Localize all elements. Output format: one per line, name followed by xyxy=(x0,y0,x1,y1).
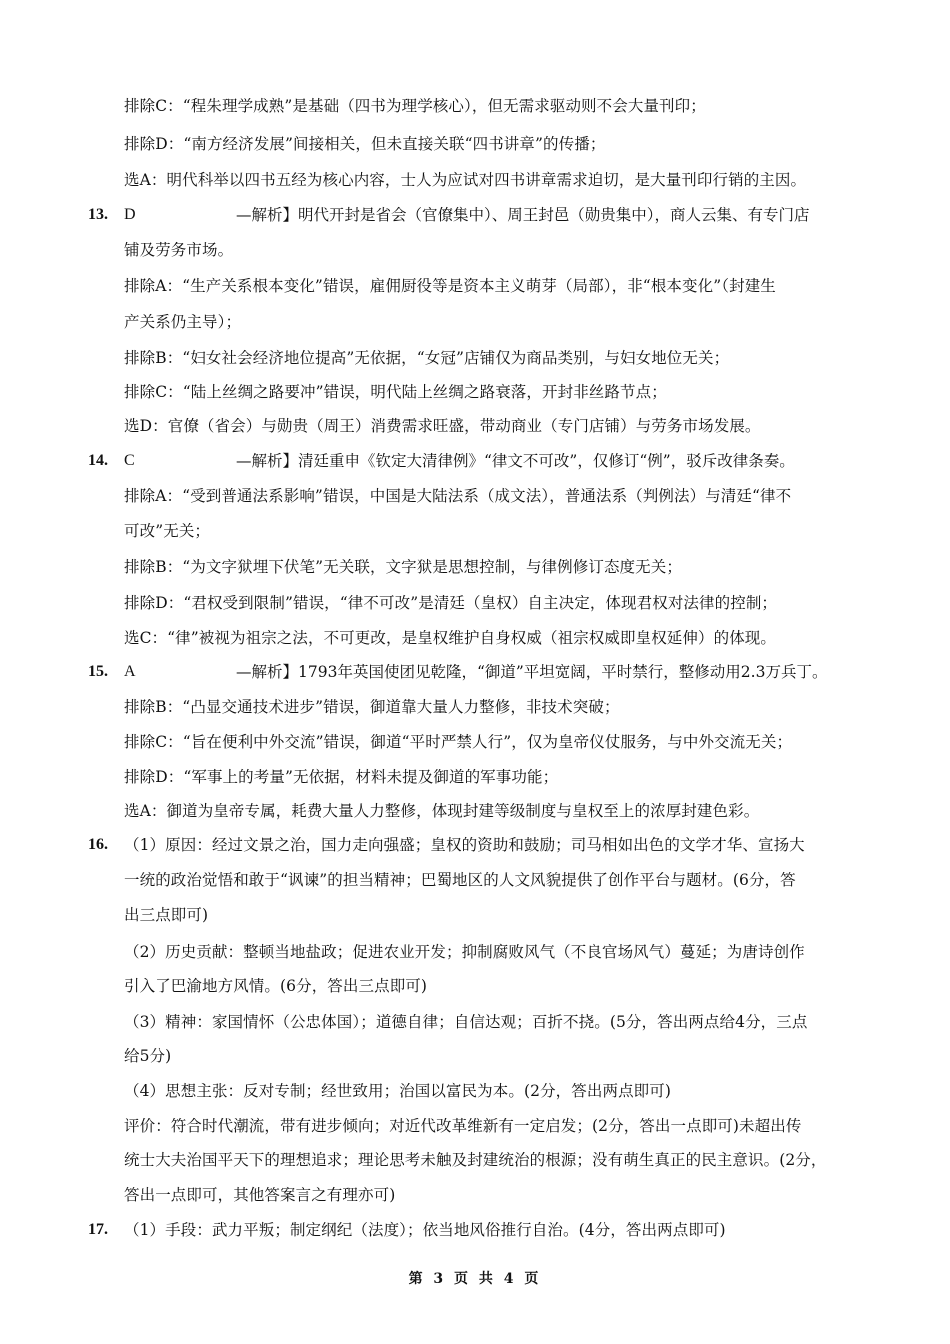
q15-select-a: 选A：御道为皇帝专属，耗费大量人力整修，体现封建等级制度与皇权至上的浓厚封建色彩。 xyxy=(124,802,760,820)
q14-select-c: 选C：“律”被视为祖宗之法，不可更改，是皇权维护自身权威（祖宗权威即皇权延伸）的体现。 xyxy=(124,629,777,647)
q16-evaluation-line2: 统士大夫治国平天下的理想追求；理论思考未触及封建统治的根源；没有萌生真正的民主意识。(2分， xyxy=(124,1151,827,1169)
q14-exclude-d: 排除D：“君权受到限制”错误，“律不可改”是清廷（皇权）自主决定，体现君权对法律的控制； xyxy=(124,594,778,612)
q16-part2-line2: 引入了巴渝地方风情。(6分，答出三点即可) xyxy=(124,977,428,995)
intro-exclude-d: 排除D：“南方经济发展”间接相关，但未直接关联“四书讲章”的传播； xyxy=(124,135,606,153)
q16-part3-line1: （3）精神：家国情怀（公忠体国）；道德自律；自信达观；百折不挠。(5分，答出两点给4分，三点 xyxy=(124,1013,808,1031)
q16-part1-line2: 一统的政治觉悟和敢于“讽谏”的担当精神；巴蜀地区的人文风貌提供了创作平台与题材。(6分，答 xyxy=(124,871,796,889)
q15-exclude-c: 排除C：“旨在便利中外交流”错误，御道“平时严禁人行”，仅为皇帝仪仗服务，与中外交流无关； xyxy=(124,733,793,751)
q14-exclude-b: 排除B：“为文字狱埋下伏笔”无关联，文字狱是思想控制，与律例修订态度无关； xyxy=(124,558,682,576)
question-number-17: 17. xyxy=(88,1221,108,1238)
question-number-13: 13. xyxy=(88,206,108,223)
q16-part1-line3: 出三点即可) xyxy=(124,906,209,924)
q16-part3-line2: 给5分) xyxy=(124,1047,172,1065)
q13-exclude-b: 排除B：“妇女社会经济地位提高”无依据，“女冠”店铺仅为商品类别，与妇女地位无关； xyxy=(124,349,730,367)
q16-evaluation-line3: 答出一点即可，其他答案言之有理亦可) xyxy=(124,1186,396,1204)
q13-select-d: 选D：官僚（省会）与勋贵（周王）消费需求旺盛，带动商业（专门店铺）与劳务市场发展。 xyxy=(124,417,761,435)
answer-letter-15: A xyxy=(124,663,136,680)
q13-exclude-c: 排除C：“陆上丝绸之路要冲”错误，明代陆上丝绸之路衰落，开封非丝路节点； xyxy=(124,383,667,401)
answer-letter-14: C xyxy=(124,452,135,469)
q15-exclude-b: 排除B：“凸显交通技术进步”错误，御道靠大量人力整修，非技术突破； xyxy=(124,698,620,716)
q16-part4-line1: （4）思想主张：反对专制；经世致用；治国以富民为本。(2分，答出两点即可) xyxy=(124,1082,672,1100)
page-footer: 第 3 页 共 4 页 xyxy=(408,1271,542,1287)
intro-select-a: 选A：明代科举以四书五经为核心内容，士人为应试对四书讲章需求迫切，是大量刊印行销的主因。 xyxy=(124,171,807,189)
q13-exclude-a-cont: 产关系仍主导）； xyxy=(124,313,242,331)
q16-evaluation-line1: 评价：符合时代潮流，带有进步倾向；对近代改革维新有一定启发；(2分，答出一点即可)未超出传 xyxy=(124,1117,802,1135)
question-number-15: 15. xyxy=(88,663,108,680)
answer-letter-13: D xyxy=(124,206,136,223)
q14-exclude-a: 排除A：“受到普通法系影响”错误，中国是大陆法系（成文法），普通法系（判例法）与清廷“律不 xyxy=(124,487,792,505)
q14-exclude-a-cont: 可改”无关； xyxy=(124,522,211,540)
analysis-14: —解析】清廷重申《钦定大清律例》“律文不可改”，仅修订“例”，驳斥改律条奏。 xyxy=(236,452,795,470)
analysis-13-cont: 铺及劳务市场。 xyxy=(124,241,234,259)
question-number-14: 14. xyxy=(88,452,108,469)
q17-part1-line1: （1）手段：武力平叛；制定纲纪（法度）；依当地风俗推行自治。(4分，答出两点即可) xyxy=(124,1221,726,1239)
q16-part2-line1: （2）历史贡献：整顿当地盐政；促进农业开发；抑制腐败风气（不良官场风气）蔓延；为唐诗创作 xyxy=(124,943,805,961)
q15-exclude-d: 排除D：“军事上的考量”无依据，材料未提及御道的军事功能； xyxy=(124,768,559,786)
analysis-15: —解析】1793年英国使团见乾隆，“御道”平坦宽阔，平时禁行，整修动用2.3万兵丁。 xyxy=(236,663,828,681)
q13-exclude-a: 排除A：“生产关系根本变化”错误，雇佣厨役等是资本主义萌芽（局部），非“根本变化”（封建生 xyxy=(124,277,776,295)
analysis-13: —解析】明代开封是省会（官僚集中）、周王封邑（勋贵集中），商人云集、有专门店 xyxy=(236,206,810,224)
question-number-16: 16. xyxy=(88,836,108,853)
q16-part1-line1: （1）原因：经过文景之治，国力走向强盛；皇权的资助和鼓励；司马相如出色的文学才华、宣扬大 xyxy=(124,836,805,854)
intro-exclude-c: 排除C：“程朱理学成熟”是基础（四书为理学核心），但无需求驱动则不会大量刊印； xyxy=(124,97,706,115)
